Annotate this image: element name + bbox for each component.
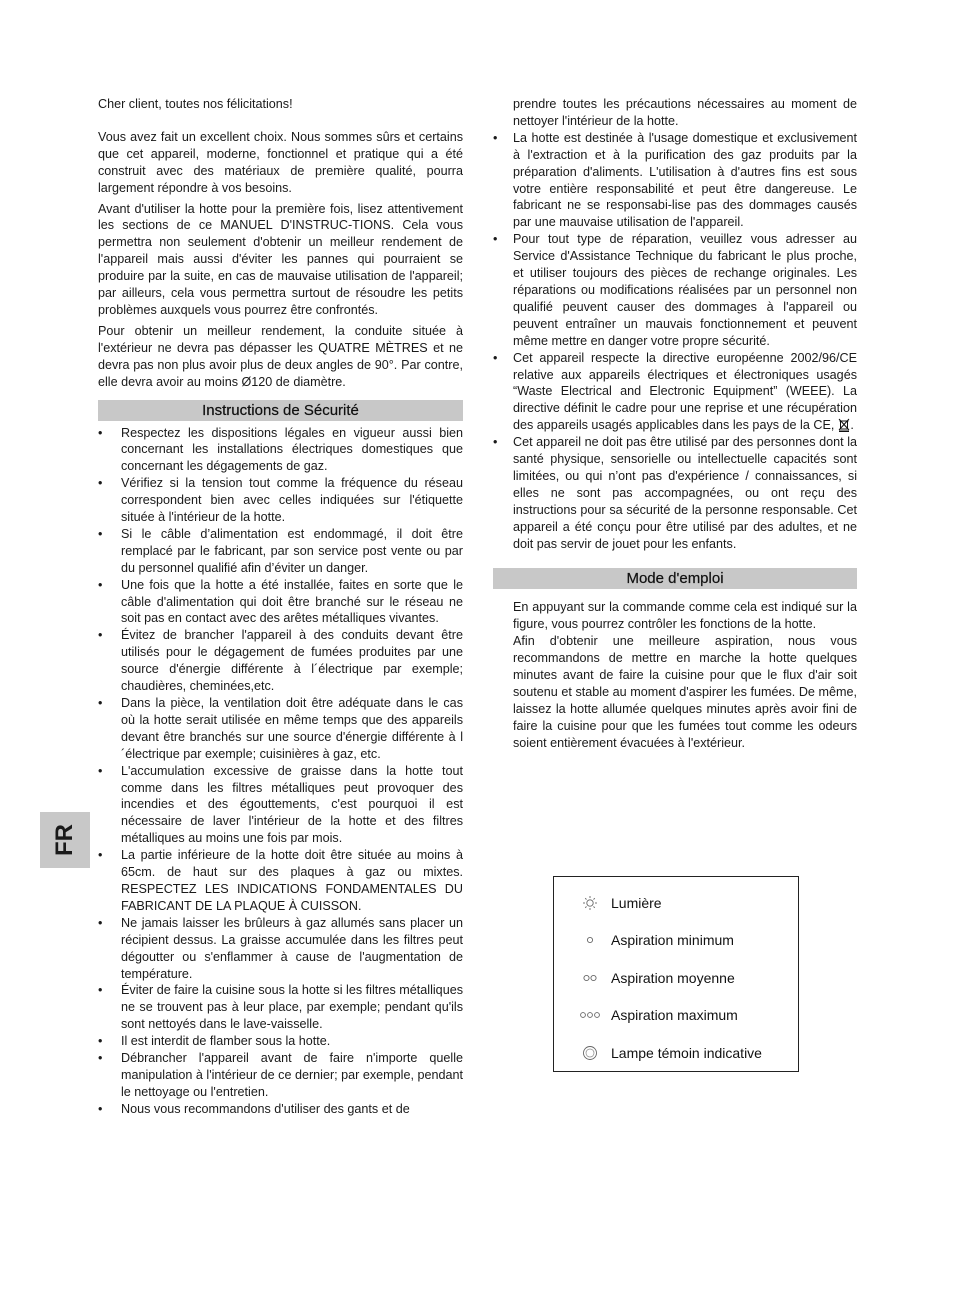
control-row-indicator <box>554 1042 798 1064</box>
intro-paragraph-1: Vous avez fait un excellent choix. Nous sommes sûrs et certains que cet appareil, moderne, fonctionnel et pratique qui a été construit avec des matériaux de première qualité, pourra largement répondre à vos besoins. <box>98 129 463 195</box>
safety-item: • Ne jamais laisser les brûleurs à gaz allumés sans placer un récipient dessus. La graisse accumulée dans les filtres peut dégoutter ou s'enflammer à cause de l'augmentation de température. <box>98 915 463 983</box>
safety-item: • La hotte est destinée à l'usage domestique et exclusivement à l'extraction et à la purification des gaz produits par la préparation d'aliments. L'utilisation à d'autres fins est sous votre entière responsabilité et peut être dangereuse. Le fabricant ne se responsabi-lise pas des dommages causés par une mauvaise utilisation de l'appareil. <box>493 130 857 231</box>
weee-item <box>493 350 857 435</box>
speed-max-icon <box>579 1006 601 1024</box>
control-label-indicator: Lampe témoin indicative <box>611 1045 762 1061</box>
weee-bin-icon <box>838 418 850 432</box>
safety-item: • Vérifiez si la tension tout comme la fréquence du réseau correspondent bien avec celles indiquées sur l'étiquette située à l'intérieur de la hotte. <box>98 475 463 526</box>
control-row-speed-max <box>554 1004 798 1026</box>
control-row-light <box>554 892 798 914</box>
control-row-speed-min <box>554 929 798 951</box>
mode-paragraph-2: Afin d'obtenir une meilleure aspiration, nous vous recommandons de mettre en marche la hotte quelques minutes avant de faire la cuisine pour que le flux d'air soit soutenu et stable au moment d'aspirer les fumées. De même, laissez la hotte allumée quelques minutes après avoir fini de faire la cuisine pour que les fumées tout comme les odeurs soient entièrement évacuées à l'extérieur. <box>513 634 857 750</box>
weee-text-end: . <box>850 418 854 433</box>
mode-section-title: Mode d'emploi <box>493 568 857 589</box>
safety-item: • Cet appareil ne doit pas être utilisé par des personnes dont la santé physique, sensorielle ou intellectuelle capacités sont limitées, ou qui n’ont pas d'expérience / connaissances, si elles ne sont pas accompagnées, ou ont reçu des instructions pour sa sécurité de la personne responsable. Cet appareil a été conçu pour être utilisé par des adultes, et ne doit pas servir de jouet pour les enfants. <box>493 434 857 552</box>
weee-text: Cet appareil respecte la directive européenne 2002/96/CE relative aux appareils électriques et électroniques usagés “Waste Electrical and Electronic Equipment” (WEEE). La directive définit le cadre pour une reprise et une récupération des appareils usagés applicables dans les pays de la CE, <box>513 350 857 433</box>
safety-item: • Débrancher l'appareil avant de faire n'importe quelle manipulation à l'intérieur de ce dernier; par exemple, pendant le nettoyage ou l'entretien. <box>98 1050 463 1101</box>
safety-item: • Pour tout type de réparation, veuillez vous adresser au Service d'Assistance Technique du fabricant le plus proche, et utiliser toujours des pièces de rechange originales. Les réparations ou modifications réalisées par un personnel non qualifié peuvent causer des dommages à l'appareil ou peuvent entraîner un mauvais fonctionnement et peuvent même mettre en danger votre propre sécurité. <box>493 231 857 349</box>
speed-min-icon <box>580 931 600 949</box>
continued-text: prendre toutes les précautions nécessaires au moment de nettoyer l'intérieur de la hotte. <box>513 97 857 128</box>
control-panel-figure <box>553 876 799 1072</box>
safety-item: • La partie inférieure de la hotte doit être située au moins à 65cm. de haut sur des plaques à gaz ou mixtes. RESPECTEZ LES INDICATIONS FONDAMENTALES DU FABRICANT DE LA PLAQUE À CUISSON. <box>98 847 463 915</box>
safety-item: • Éviter de faire la cuisine sous la hotte si les filtres métalliques ne se trouvent pas à leur place, par exemple; pendant qu'ils sont nettoyés dans le lave-vaisselle. <box>98 982 463 1033</box>
safety-item: • Si le câble d’alimentation est endommagé, il doit être remplacé par le fabricant, par son service post vente ou par du personnel qualifié afin d’éviter un danger. <box>98 526 463 577</box>
indicator-lamp-icon <box>580 1044 600 1062</box>
greeting: Cher client, toutes nos félicitations! <box>98 97 293 111</box>
safety-list-continued <box>493 130 857 553</box>
language-tab-label: FR <box>51 824 78 856</box>
control-label-light: Lumière <box>611 895 662 911</box>
safety-item: • Nous vous recommandons d'utiliser des gants et de <box>98 1101 463 1118</box>
control-row-speed-medium <box>554 967 798 989</box>
language-tab <box>40 812 90 868</box>
safety-list <box>98 425 463 1118</box>
intro-paragraph-2: Avant d'utiliser la hotte pour la première fois, lisez attentivement les sections de ce MANUEL D'INSTRUC-TIONS. Cela vous permettra non seulement d'obtenir un meilleur rendement de l'appareil mais aussi d'éviter les pannes qui pourraient se produire par la suite, en cas de mauvaise utilisation de l'appareil; par ailleurs, cela vous permettra surtout de résoudre les petits problèmes auxquels vous pourrez être confrontés. <box>98 201 463 317</box>
safety-item: • L'accumulation excessive de graisse dans la hotte tout comme dans les filtres métalliques peut provoquer des incendies et des égouttements, c'est pourquoi il est nécessaire de laver l'intérieur de la hotte et des filtres métalliques au moins une fois par mois. <box>98 763 463 848</box>
left-column <box>98 96 463 1118</box>
light-icon <box>580 894 600 912</box>
control-label-speed-medium: Aspiration moyenne <box>611 970 735 986</box>
safety-item: • Dans la pièce, la ventilation doit être adéquate dans le cas où la hotte serait utilisée en même temps que des appareils devant être branchés sur une source d'énergie différente à l´électrique par exemple; cuisinières à gaz, etc. <box>98 695 463 763</box>
intro-paragraph-3: Pour obtenir un meilleur rendement, la conduite située à l'extérieur ne devra pas dépasser les QUATRE MÈTRES et ne devra pas non plus avoir plus de deux angles de 90°. Par contre, elle devra avoir au moins Ø120 de diamètre. <box>98 323 463 389</box>
right-column <box>493 96 857 752</box>
safety-item: • Évitez de brancher l'appareil à des conduits devant être utilisés pour le dégagement de fumées produites par une source d'énergie différente à l´électrique par exemple; chaudières, cheminées,etc. <box>98 627 463 695</box>
control-label-speed-max: Aspiration maximum <box>611 1007 738 1023</box>
speed-medium-icon <box>580 969 600 987</box>
safety-item: • Il est interdit de flamber sous la hotte. <box>98 1033 463 1050</box>
mode-paragraph-1: En appuyant sur la commande comme cela est indiqué sur la figure, vous pourrez contrôler les fonctions de la hotte. <box>513 600 857 632</box>
safety-section-title: Instructions de Sécurité <box>98 400 463 421</box>
control-label-speed-min: Aspiration minimum <box>611 932 734 948</box>
safety-item: • Une fois que la hotte a été installée, faites en sorte que le câble d'alimentation qui doit être branché sur le réseau ne soit pas en contact avec des arêtes métalliques vivantes. <box>98 577 463 628</box>
safety-item: • Respectez les dispositions légales en vigueur aussi bien concernant les installations électriques domestiques que concernant les dégagements de gaz. <box>98 425 463 476</box>
